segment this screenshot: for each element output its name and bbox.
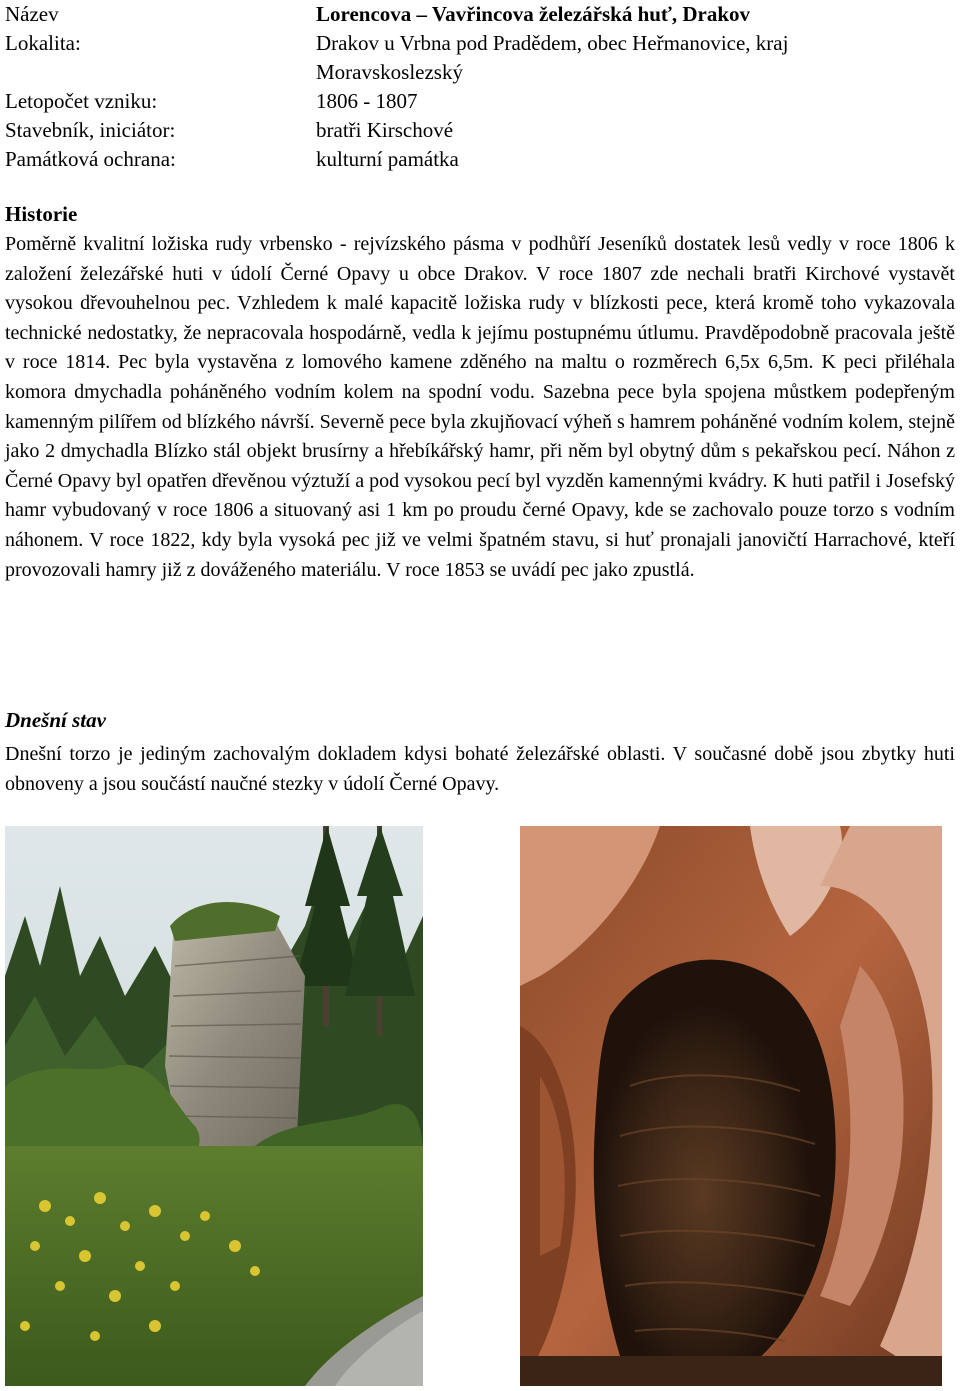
- meta-label: Název: [5, 2, 59, 26]
- meta-value-year: 1806 - 1807: [316, 89, 418, 113]
- meta-row-protection: [5, 145, 955, 174]
- current-state-paragraph: Dnešní torzo je jediným zachovalým dokladem kdysi bohaté železářské oblasti. V současné době jsou zbytky huti obnoveny a jsou součástí naučné stezky v údolí Černé Opavy.: [5, 743, 955, 795]
- photo-furnace-interior: [520, 826, 942, 1386]
- meta-label: Památková ochrana:: [5, 147, 176, 171]
- current-state-heading: Dnešní stav: [5, 708, 106, 732]
- meta-value-location: Drakov u Vrbna pod Pradědem, obec Heřmanovice, kraj Moravskoslezský: [316, 31, 789, 84]
- photo-furnace-interior-image: [520, 826, 942, 1386]
- meta-row-name: [5, 0, 955, 29]
- meta-label: Lokalita:: [5, 31, 81, 55]
- meta-row-builder: [5, 116, 955, 145]
- history-heading: Historie: [5, 202, 78, 226]
- meta-label: Letopočet vzniku:: [5, 89, 158, 113]
- metadata-table: [5, 0, 955, 174]
- meta-row-year: [5, 87, 955, 116]
- meta-row-location: [5, 29, 955, 87]
- photo-furnace-ruin-image: [5, 826, 423, 1386]
- photo-furnace-ruin: [5, 826, 423, 1386]
- history-paragraph: Poměrně kvalitní ložiska rudy vrbensko - rejvízského pásma v podhůří Jeseníků dostatek lesů vedly v roce 1806 k založení železářské huti v údolí Černé Opavy u obce Drakov. V roce 1807 zde nechali bratři Kirchové vystavět vysokou dřevouhelnou pec. Vzhledem k malé kapacitě ložiska rudy v blízkosti pece, která kromě toho vykazovala technické nedostatky, že nepracovala hospodárně, vedla k jejímu postupnému útlumu. Pravděpodobně pracovala ještě v roce 1814. Pec byla vystavěna z lomového kamene zděného na maltu o rozměrech 6,5x 6,5m. K peci přiléhala komora dmychadla poháněného vodním kolem na spodní vodu. Sazebna pece byla spojena můstkem podepřeným kamenným pilířem od blízkého návrší. Severně pece byla zkujňovací výheň s hamrem poháněné vodním kolem, stejně jako 2 dmychadla Blízko stál objekt brusírny a hřebíkářský hamr, při něm byl obytný dům s pekařskou pecí. Náhon z Černé Opavy byl opatřen dřevěnou výztuží a pod vysokou pecí byl vyzděn kamennými kvádry. K huti patřil i Josefský hamr vybudovaný v roce 1806 a situovaný asi 1 km po proudu černé Opavy, kde se zachovalo pouze torzo s vodním náhonem. V roce 1822, kdy byla vysoká pec již ve velmi špatném stavu, si huť pronajali janovičtí Harrachové, kteří provozovali hamry již z dováženého materiálu. V roce 1853 se uvádí pec jako zpustlá.: [5, 233, 955, 581]
- meta-label: Stavebník, iniciátor:: [5, 118, 176, 142]
- meta-value-protection: kulturní památka: [316, 147, 459, 171]
- meta-value-builder: bratři Kirschové: [316, 118, 454, 142]
- meta-value-title: Lorencova – Vavřincova železářská huť, Drakov: [316, 2, 751, 26]
